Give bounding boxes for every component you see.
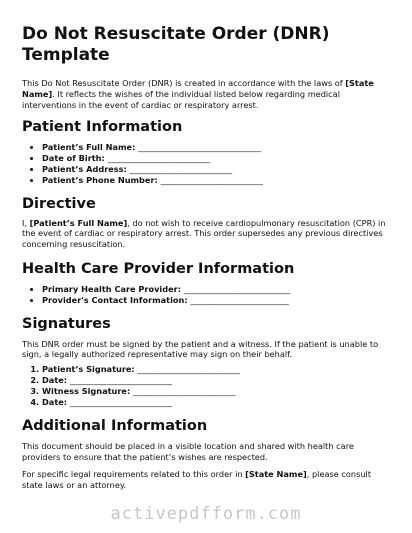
signatures-list xyxy=(22,364,394,407)
signatures-heading: Signatures xyxy=(22,315,111,332)
state-name-placeholder-2: [State Name] xyxy=(245,468,307,479)
signatures-paragraph: This DNR order must be signed by the patient and a witness. If the patient is unable to sign, a legally authorized representative may sign on their behalf. xyxy=(22,338,379,360)
additional-info-paragraph: This document should be placed in a visible location and shared with health care providers to ensure that the patient’s wishes are respected. xyxy=(22,441,354,463)
patient-phone-item: • Patient’s Phone Number: _________________________ xyxy=(42,175,394,186)
patient-name-placeholder: [Patient’s Full Name] xyxy=(29,217,128,228)
date-of-birth-blank: _________________________ xyxy=(107,153,210,164)
document-title: Do Not Resuscitate Order (DNR) Template xyxy=(22,24,330,65)
patient-info-heading: Patient Information xyxy=(22,119,183,136)
patient-address-item: • Patient’s Address: _________________________ xyxy=(42,164,394,175)
provider-contact-item: • Provider's Contact Information: ________________________ xyxy=(42,295,394,306)
directive-heading: Directive xyxy=(22,195,96,212)
patient-info-list xyxy=(22,142,394,185)
witness-signature-blank: _________________________ xyxy=(133,385,236,396)
patient-phone-blank: _________________________ xyxy=(160,174,263,185)
additional-info-heading: Additional Information xyxy=(22,418,208,435)
date-of-birth-item: • Date of Birth: _________________________ xyxy=(42,153,394,164)
provider-info-heading: Health Care Provider Information xyxy=(22,260,295,277)
intro-paragraph: This Do Not Resuscitate Order (DNR) is created in accordance with the laws of [State Name]. It reflects the wishes of the individual listed below regarding medical interventions in the event of cardiac or respiratory arrest. xyxy=(22,78,374,110)
witness-signature-item: 3. Witness Signature: _________________________ xyxy=(42,386,394,397)
patient-date-item: 2. Date: _________________________ xyxy=(42,375,394,386)
provider-info-list xyxy=(22,284,394,306)
witness-date-blank: _________________________ xyxy=(69,396,173,407)
patient-signature-item: 1. Patient’s Signature: _________________________ xyxy=(42,364,394,375)
legal-requirements-paragraph: For specific legal requirements related to this order in [State Name], please consult state laws or an attorney. xyxy=(22,468,372,490)
patient-full-name-blank: ______________________________ xyxy=(138,142,262,153)
witness-date-item: 4. Date: _________________________ xyxy=(42,397,394,408)
primary-provider-item: • Primary Health Care Provider: __________________________ xyxy=(42,284,394,295)
primary-provider-blank: __________________________ xyxy=(183,283,291,294)
patient-address-blank: _________________________ xyxy=(129,163,233,174)
state-name-placeholder: [State Name] xyxy=(22,78,374,99)
provider-contact-blank: ________________________ xyxy=(190,294,289,305)
document-body xyxy=(22,24,394,491)
directive-paragraph: I, [Patient’s Full Name], do not wish to receive cardiopulmonary resuscitation (CPR) in the event of cardiac or respiratory arrest. This order supersedes any previous directives concerning resuscitation. xyxy=(22,217,386,250)
patient-full-name-item: • Patient’s Full Name: ______________________________ xyxy=(42,142,394,153)
watermark: activepdfform.com xyxy=(110,504,302,524)
patient-date-blank: _________________________ xyxy=(69,374,173,385)
patient-signature-blank: _________________________ xyxy=(137,364,240,375)
